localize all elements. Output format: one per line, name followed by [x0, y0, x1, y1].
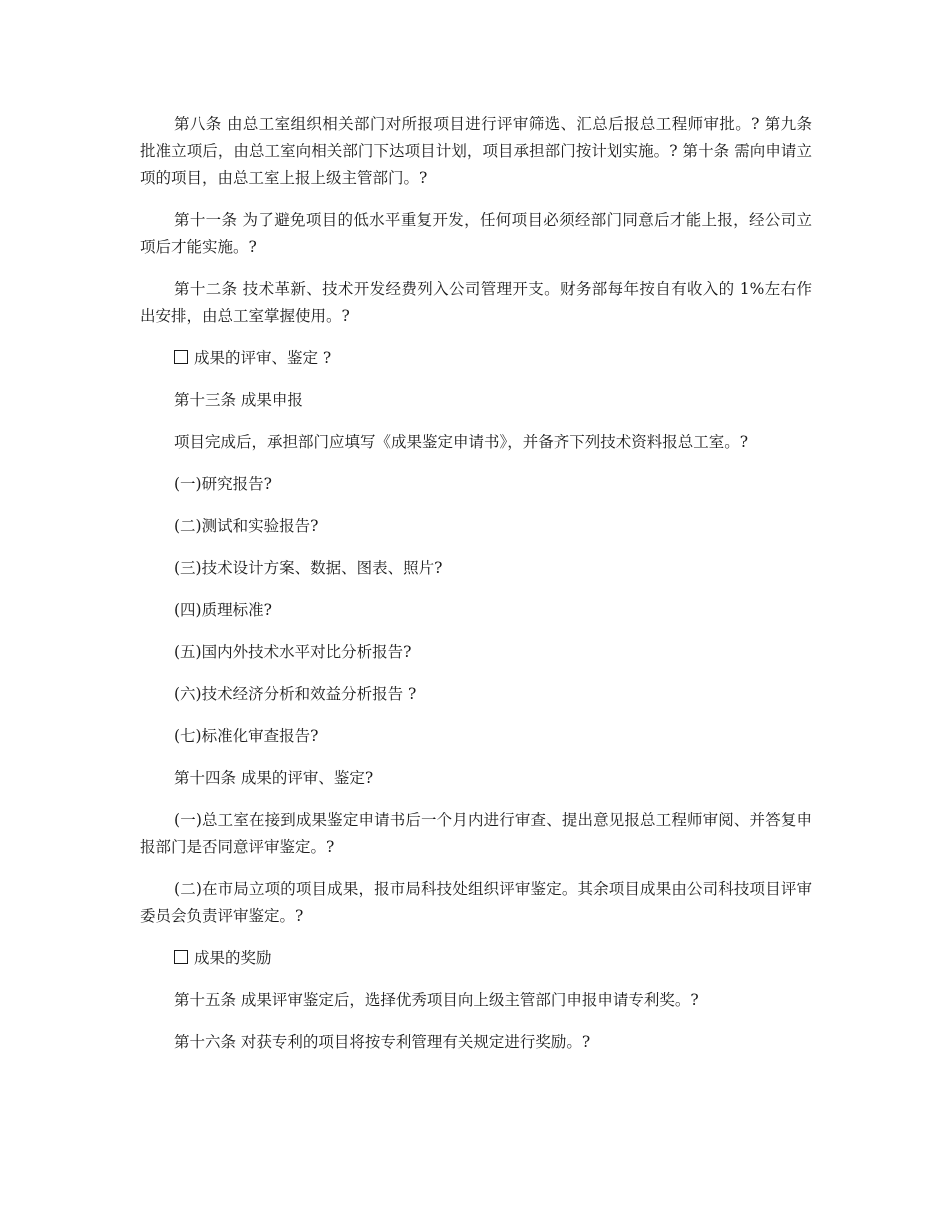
- list-item: (四)质理标准?: [174, 601, 272, 619]
- list-item: (五)国内外技术水平对比分析报告?: [174, 643, 412, 661]
- article-14-item-2: (二)在市局立项的项目成果，报市局科技处组织评审鉴定。其余项目成果由公司科技项目评审委员会负责评审鉴定。?: [140, 880, 812, 925]
- article-8-10-paragraph: 第八条 由总工室组织相关部门对所报项目进行评审筛选、汇总后报总工程师审批。? 第九条 批准立项后，由总工室向相关部门下达项目计划，项目承担部门按计划实施。? 第十条 需向申请立项的项目，由总工室上报上级主管部门。?: [140, 115, 812, 187]
- document-body: [140, 111, 812, 1071]
- list-item: (二)测试和实验报告?: [174, 517, 319, 535]
- article-15-paragraph: 第十五条 成果评审鉴定后，选择优秀项目向上级主管部门申报申请专利奖。?: [174, 991, 699, 1009]
- article-16-paragraph: 第十六条 对获专利的项目将按专利管理有关规定进行奖励。?: [174, 1033, 591, 1051]
- section-heading-review: [140, 345, 812, 372]
- section-heading-reward: [140, 945, 812, 972]
- checkbox-square-icon: [174, 350, 188, 364]
- list-item: (七)标准化审查报告?: [174, 727, 319, 745]
- article-13-heading: 第十三条 成果申报: [174, 391, 303, 409]
- list-item: (一)研究报告?: [174, 475, 272, 493]
- article-12-paragraph: 第十二条 技术革新、技术开发经费列入公司管理开支。财务部每年按自有收入的 1%左右作出安排，由总工室掌握使用。?: [140, 280, 812, 325]
- list-item: (三)技术设计方案、数据、图表、照片?: [174, 559, 443, 577]
- list-item: (六)技术经济分析和效益分析报告 ?: [174, 685, 417, 703]
- section-heading-review-text: 成果的评审、鉴定 ?: [194, 349, 332, 367]
- article-14-item-1: (一)总工室在接到成果鉴定申请书后一个月内进行审查、提出意见报总工程师审阅、并答复申报部门是否同意评审鉴定。?: [140, 811, 812, 856]
- checkbox-square-icon: [174, 950, 188, 964]
- section-heading-reward-text: 成果的奖励: [194, 949, 272, 967]
- article-13-body: 项目完成后，承担部门应填写《成果鉴定申请书》，并备齐下列技术资料报总工室。?: [174, 433, 749, 451]
- article-14-heading: 第十四条 成果的评审、鉴定?: [174, 769, 374, 787]
- article-11-paragraph: 第十一条 为了避免项目的低水平重复开发，任何项目必须经部门同意后才能上报，经公司立项后才能实施。?: [140, 211, 812, 256]
